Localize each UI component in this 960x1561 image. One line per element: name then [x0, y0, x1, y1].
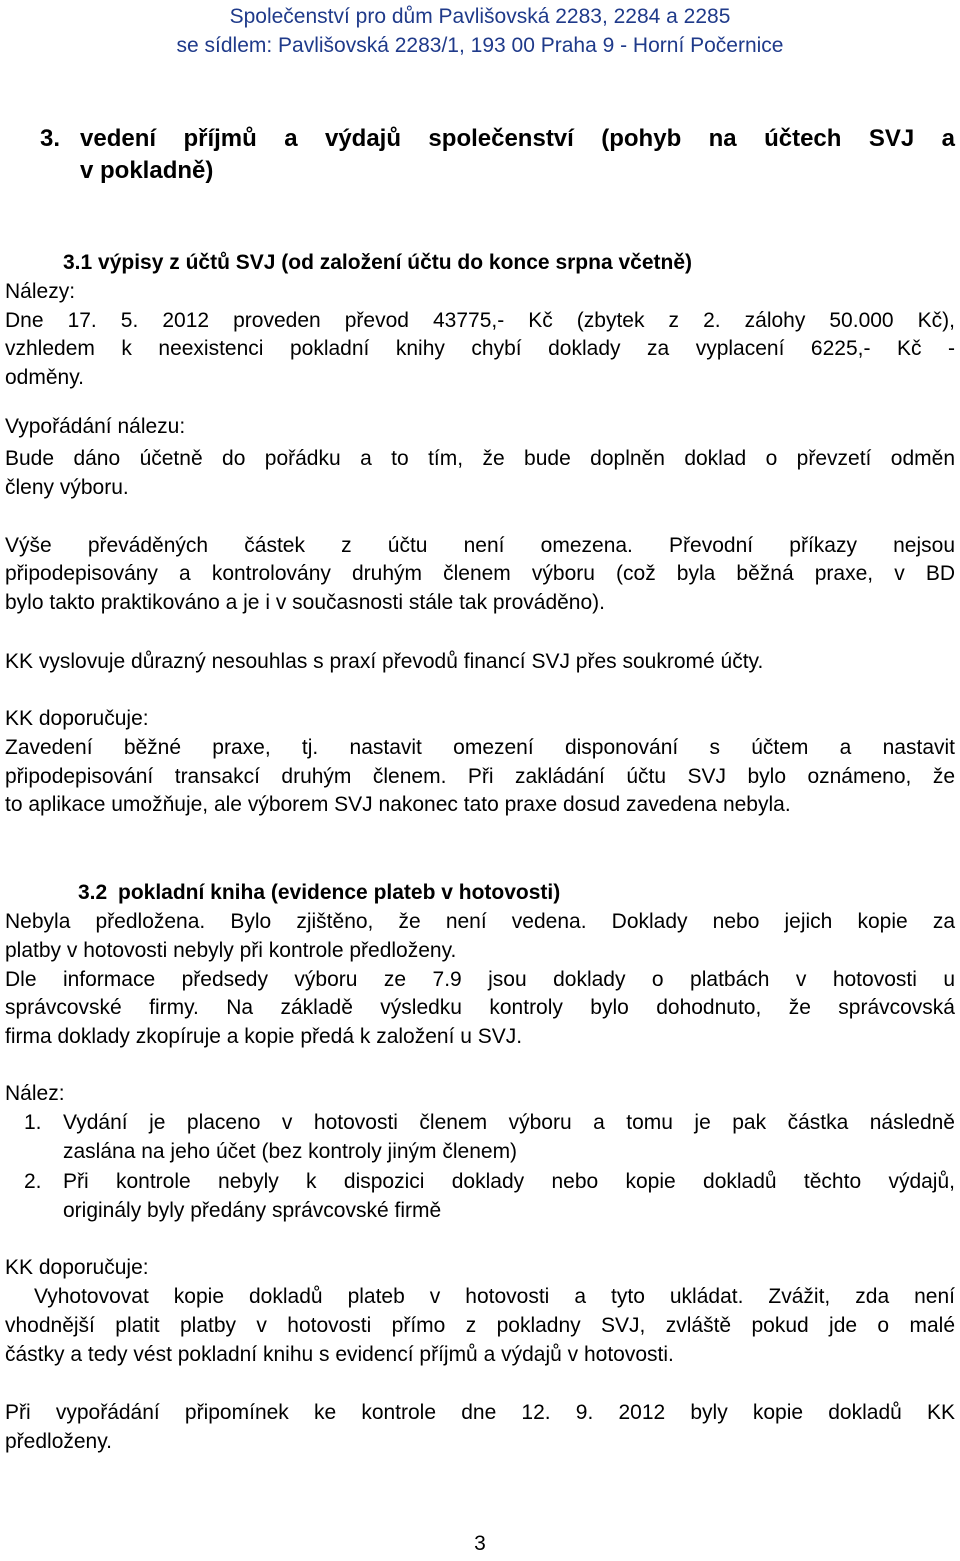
findings-label: Nálezy: — [5, 280, 76, 303]
disagreement-statement: KK vyslovuje důrazný nesouhlas s praxí převodů financí SVJ přes soukromé účty. — [5, 650, 764, 673]
findings-line-2: vzhledem k neexistenci pokladní knihy chybí doklady za vyplacení 6225,- Kč - — [5, 337, 955, 360]
section-3-title-line-1: vedení příjmů a výdajů společenství (pohyb na účtech SVJ a — [80, 125, 955, 152]
recommend-2-line-3: částky a tedy vést pokladní knihu s evidencí příjmů a výdajů v hotovosti. — [5, 1343, 674, 1366]
page-number: 3 — [474, 1532, 486, 1555]
finding-1-line-2: zaslána na jeho účet (bez kontroly jiným členem) — [63, 1140, 518, 1163]
transfers-line-3: bylo takto praktikováno a je i v současnosti stále tak prováděno). — [5, 591, 605, 614]
header-line-2: se sídlem: Pavlišovská 2283/1, 193 00 Praha 9 - Horní Počernice — [176, 34, 784, 57]
finding-2-number: 2. — [24, 1170, 42, 1193]
recommend-2-line-2: vhodnější platit platby v hotovosti přímo z pokladny SVJ, zvláště pokud jde o malé — [5, 1314, 955, 1337]
recommend-1-line-2: připodepisování transakcí druhým členem. Při zakládání účtu SVJ bylo oznámeno, že — [5, 765, 955, 788]
section-3-title-line-2: v pokladně) — [80, 157, 214, 184]
cashbook-line-1: Nebyla předložena. Bylo zjištěno, že není vedena. Doklady nebo jejich kopie za — [5, 910, 955, 933]
transfers-line-1: Výše převáděných částek z účtu není omezena. Převodní příkazy nejsou — [5, 534, 955, 557]
cashbook-line-3: Dle informace předsedy výboru ze 7.9 jsou doklady o platbách v hotovosti u — [5, 968, 955, 991]
cashbook-line-4: správcovské firmy. Na základě výsledku kontroly bylo dohodnuto, že správcovská — [5, 996, 955, 1019]
findings-line-3: odměny. — [5, 366, 84, 389]
cashbook-line-5: firma doklady zkopíruje a kopie předá k založení u SVJ. — [5, 1025, 523, 1048]
recommend-label-2: KK doporučuje: — [5, 1256, 149, 1279]
section-3-number: 3. — [40, 125, 61, 152]
finding-2-line-2: originály byly předány správcovské firmě — [63, 1199, 442, 1222]
section-3-2-number: 3.2 — [78, 881, 108, 904]
section-3-1-title: 3.1 výpisy z účtů SVJ (od založení účtu do konce srpna včetně) — [63, 251, 692, 274]
recommend-1-line-3: to aplikace umožňuje, ale výborem SVJ nakonec tato praxe dosud zavedena nebyla. — [5, 793, 791, 816]
closing-line-1: Při vypořádání připomínek ke kontrole dne 12. 9. 2012 byly kopie dokladů KK — [5, 1401, 955, 1424]
findings-line-1: Dne 17. 5. 2012 proveden převod 43775,- Kč (zbytek z 2. zálohy 50.000 Kč), — [5, 309, 955, 332]
settlement-line-1: Bude dáno účetně do pořádku a to tím, že bude doplněn doklad o převzetí odměn — [5, 447, 955, 470]
finding-1-line-1: Vydání je placeno v hotovosti členem výboru a tomu je pak částka následně — [63, 1111, 955, 1134]
recommend-2-line-1: Vyhotovovat kopie dokladů plateb v hotovosti a tyto ukládat. Zvážit, zda není — [34, 1285, 955, 1308]
recommend-1-line-1: Zavedení běžné praxe, tj. nastavit omezení disponování s účtem a nastavit — [5, 736, 955, 759]
cashbook-line-2: platby v hotovosti nebyly při kontrole předloženy. — [5, 939, 457, 962]
header-line-1: Společenství pro dům Pavlišovská 2283, 2284 a 2285 — [229, 5, 731, 28]
settlement-label: Vypořádání nálezu: — [5, 415, 186, 438]
finding-label: Nález: — [5, 1082, 65, 1105]
settlement-line-2: členy výboru. — [5, 476, 129, 499]
section-3-2-title: pokladní kniha (evidence plateb v hotovosti) — [118, 881, 561, 904]
closing-line-2: předloženy. — [5, 1430, 113, 1453]
finding-2-line-1: Při kontrole nebyly k dispozici doklady nebo kopie dokladů těchto výdajů, — [63, 1170, 955, 1193]
finding-1-number: 1. — [24, 1111, 42, 1134]
recommend-label-1: KK doporučuje: — [5, 707, 149, 730]
transfers-line-2: připodepisovány a kontrolovány druhým členem výboru (což byla běžná praxe, v BD — [5, 562, 955, 585]
